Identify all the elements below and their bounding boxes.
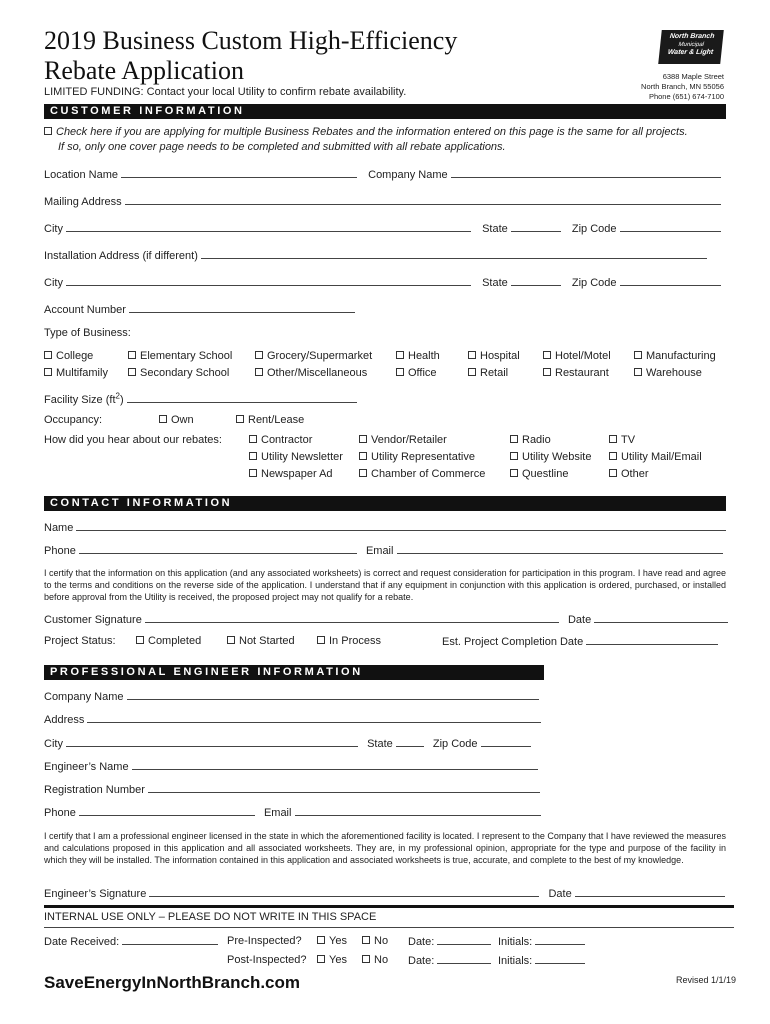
status-in-process[interactable]: [317, 634, 381, 648]
checkbox-icon: [359, 435, 367, 443]
engineer-name-field[interactable]: [132, 759, 538, 770]
status-option-label: Completed: [148, 635, 202, 647]
heard-option-label: Utility Mail/Email: [621, 451, 702, 463]
heard-option-label: Radio: [522, 434, 551, 446]
engineer-company-label: Company Name: [44, 691, 124, 703]
checkbox-icon: [510, 469, 518, 477]
heard-option-label: Newspaper Ad: [261, 468, 333, 480]
checkbox-icon: [468, 368, 476, 376]
heard-option-label: Utility Newsletter: [261, 451, 343, 463]
status-option-label: In Process: [329, 635, 381, 647]
location-name-field[interactable]: [121, 167, 357, 178]
checkbox-icon: [249, 469, 257, 477]
post-initials-field[interactable]: [535, 953, 585, 964]
occupancy-label: Occupancy:: [44, 414, 103, 426]
multiple-rebates-label: Check here if you are applying for multiple Business Rebates and the information entered on this page is the same for all projects.: [56, 126, 688, 138]
business-type-grocery[interactable]: [255, 349, 372, 363]
engineer-zip-field[interactable]: [481, 736, 531, 747]
state-field[interactable]: [511, 221, 561, 232]
business-type-secondary-school[interactable]: [128, 366, 229, 380]
engineer-city-field[interactable]: [66, 736, 358, 747]
business-type-warehouse[interactable]: [634, 366, 702, 380]
business-type-label: Warehouse: [646, 367, 702, 379]
logo-line2: Municipal: [678, 42, 705, 48]
checkbox-icon: [317, 936, 325, 944]
logo-line1: North Branch: [669, 33, 715, 40]
checkbox-icon: [255, 351, 263, 359]
business-type-multifamily[interactable]: [44, 366, 108, 380]
address-street: 6388 Maple Street: [662, 72, 724, 81]
customer-signature-label: Customer Signature: [44, 614, 142, 626]
facility-size-field[interactable]: [127, 392, 357, 403]
engineer-address-field[interactable]: [87, 712, 541, 723]
engineer-section-heading: PROFESSIONAL ENGINEER INFORMATION: [44, 665, 544, 680]
form-title-line1: 2019 Business Custom High-Efficiency: [44, 26, 458, 55]
checkbox-icon: [543, 351, 551, 359]
contact-section-heading: CONTACT INFORMATION: [44, 496, 726, 511]
engineer-zip-label: Zip Code: [432, 738, 478, 750]
pre-inspected-no[interactable]: [362, 934, 388, 948]
checkbox-icon: [543, 368, 551, 376]
contact-name-field[interactable]: [76, 520, 726, 531]
install-city-field[interactable]: [66, 275, 471, 286]
checkbox-icon: [510, 435, 518, 443]
checkbox-icon: [359, 469, 367, 477]
business-type-label: Secondary School: [140, 367, 230, 379]
checkbox-icon: [634, 368, 642, 376]
heard-option-label: TV: [621, 434, 636, 446]
checkbox-icon: [634, 351, 642, 359]
heard-chamber-of-commerce[interactable]: [359, 467, 485, 481]
account-number-field[interactable]: [129, 302, 355, 313]
post-initials-label: Initials:: [498, 955, 533, 967]
checkbox-icon: [44, 368, 52, 376]
facility-size-end: ): [119, 393, 124, 406]
checkbox-icon: [44, 351, 52, 359]
pre-inspected-yes[interactable]: [317, 934, 347, 948]
yes-label: Yes: [329, 935, 347, 947]
heard-newspaper-ad[interactable]: [249, 467, 333, 481]
occupancy-own[interactable]: [159, 413, 194, 427]
engineer-date-field[interactable]: [575, 886, 725, 897]
registration-number-label: Registration Number: [44, 784, 145, 796]
status-completed[interactable]: [136, 634, 201, 648]
checkbox-icon: [510, 452, 518, 460]
heard-utility-website[interactable]: [510, 450, 591, 464]
engineer-company-field[interactable]: [127, 689, 539, 700]
checkbox-icon: [236, 415, 244, 423]
install-state-field[interactable]: [511, 275, 561, 286]
business-type-label: Retail: [480, 367, 509, 379]
heard-contractor[interactable]: [249, 433, 312, 447]
mailing-address-label: Mailing Address: [44, 196, 122, 208]
form-title: [44, 26, 457, 86]
utility-logo: [658, 30, 724, 64]
business-type-label: Hotel/Motel: [555, 350, 611, 362]
facility-size-label: [44, 391, 124, 406]
heard-option-label: Utility Representative: [371, 451, 475, 463]
checkbox-icon: [249, 452, 257, 460]
checkbox-icon: [136, 636, 144, 644]
city-label: City: [44, 223, 63, 235]
registration-number-field[interactable]: [148, 782, 540, 793]
heard-option-label: Other: [621, 468, 649, 480]
contact-email-label: Email: [365, 545, 394, 557]
heard-option-label: Vendor/Retailer: [371, 434, 447, 446]
checkbox-icon: [159, 415, 167, 423]
pre-initials-field[interactable]: [535, 934, 585, 945]
funding-notice: LIMITED FUNDING: Contact your local Utility to confirm rebate availability.: [44, 86, 407, 98]
zip-field[interactable]: [620, 221, 721, 232]
contact-phone-label: Phone: [44, 545, 76, 557]
checkbox-icon: [609, 452, 617, 460]
business-type-label: Grocery/Supermarket: [267, 350, 373, 362]
checkbox-icon: [317, 636, 325, 644]
install-city-label: City: [44, 277, 63, 289]
heard-tv[interactable]: [609, 433, 635, 447]
website-footer: SaveEnergyInNorthBranch.com: [44, 973, 301, 992]
pre-date-field[interactable]: [437, 934, 491, 945]
revised-date: Revised 1/1/19: [675, 975, 736, 985]
business-type-label: Multifamily: [56, 367, 108, 379]
heard-utility-mail-email[interactable]: [609, 450, 702, 464]
installation-address-field[interactable]: [201, 248, 707, 259]
business-type-elementary-school[interactable]: [128, 349, 232, 363]
business-type-label: Restaurant: [555, 367, 609, 379]
heard-option-label: Contractor: [261, 434, 313, 446]
customer-signature-field[interactable]: [145, 612, 559, 623]
checkbox-icon: [128, 351, 136, 359]
company-name-field[interactable]: [451, 167, 721, 178]
customer-certification-text: I certify that the information on this application (and any associated worksheets) is correct and request consideration for participation in this program. I have read and agree to the terms and conditions on the reverse side of the application. I understand that if any equipment in conjunction with this application is ordered, purchased, or installed before approval from the Utility is received, the proposed project may not qualify for a rebate.: [44, 568, 726, 602]
checkbox-icon: [362, 955, 370, 963]
business-type-label: Office: [408, 367, 437, 379]
type-of-business-label: Type of Business:: [44, 327, 131, 339]
heard-utility-representative[interactable]: [359, 450, 475, 464]
heard-utility-newsletter[interactable]: [249, 450, 343, 464]
occupancy-option-label: Rent/Lease: [248, 414, 305, 426]
completion-date-label: Est. Project Completion Date: [442, 636, 584, 648]
multiple-rebates-note: If so, only one cover page needs to be completed and submitted with all rebate applications.: [58, 141, 506, 153]
address-city: North Branch, MN 55056: [641, 82, 724, 91]
status-option-label: Not Started: [239, 635, 295, 647]
business-type-label: Other/Miscellaneous: [267, 367, 368, 379]
engineer-state-label: State: [367, 738, 393, 750]
engineer-email-field[interactable]: [295, 805, 541, 816]
customer-date-label: Date: [567, 614, 592, 626]
location-name-label: Location Name: [44, 169, 118, 181]
no-label: No: [374, 954, 389, 966]
checkbox-icon: [468, 351, 476, 359]
pre-inspected-label: Pre-Inspected?: [227, 935, 302, 947]
business-type-label: Hospital: [480, 350, 520, 362]
business-type-label: Elementary School: [140, 350, 233, 362]
occupancy-option-label: Own: [171, 414, 194, 426]
business-type-college[interactable]: [44, 349, 93, 363]
install-zip-field[interactable]: [620, 275, 721, 286]
checkbox-icon: [362, 936, 370, 944]
engineer-phone-field[interactable]: [79, 805, 255, 816]
checkbox-icon: [396, 351, 404, 359]
internal-underline: [44, 927, 734, 928]
pre-date-label: Date:: [408, 936, 435, 948]
engineer-signature-label: Engineer’s Signature: [44, 888, 147, 900]
contact-email-field[interactable]: [397, 543, 723, 554]
checkbox-icon: [609, 435, 617, 443]
logo-line3: Water & Light: [667, 49, 714, 56]
city-field[interactable]: [66, 221, 471, 232]
engineer-certification-text: I certify that I am a professional engineer licensed in the state in which the aforementioned facility is located. I represent to the Company that I have reviewed the measures and calculations proposed in this application and all associated worksheets. They are, in my professional opinion, appropriate for the type and purpose of the facility in which they will be installed. The information contained in this application and associated worksheets is true, accurate, and complete to the best of my knowledge.: [44, 831, 726, 865]
heard-option-label: Utility Website: [522, 451, 592, 463]
checkbox-icon: [396, 368, 404, 376]
post-date-field[interactable]: [437, 953, 491, 964]
internal-divider: [44, 905, 734, 908]
heard-option-label: Chamber of Commerce: [371, 468, 486, 480]
checkbox-icon: [227, 636, 235, 644]
engineer-address-label: Address: [44, 714, 85, 726]
internal-use-heading: INTERNAL USE ONLY – PLEASE DO NOT WRITE IN THIS SPACE: [44, 911, 377, 923]
business-type-restaurant[interactable]: [543, 366, 609, 380]
business-type-label: Manufacturing: [646, 350, 716, 362]
business-type-hotel[interactable]: [543, 349, 611, 363]
pre-initials-label: Initials:: [498, 936, 533, 948]
date-received-label: Date Received:: [44, 936, 120, 948]
engineer-email-label: Email: [263, 807, 292, 819]
checkbox-icon: [128, 368, 136, 376]
engineer-phone-label: Phone: [44, 807, 76, 819]
checkbox-icon: [359, 452, 367, 460]
post-date-label: Date:: [408, 955, 435, 967]
checkbox-icon: [317, 955, 325, 963]
multiple-rebates-checkbox[interactable]: [44, 127, 52, 135]
post-inspected-yes[interactable]: [317, 953, 347, 967]
installation-address-label: Installation Address (if different): [44, 250, 198, 262]
zip-label: Zip Code: [571, 223, 617, 235]
install-state-label: State: [482, 277, 508, 289]
customer-section-heading: CUSTOMER INFORMATION: [44, 104, 726, 119]
heard-other[interactable]: [609, 467, 649, 481]
project-status-label: Project Status:: [44, 635, 116, 647]
engineer-state-field[interactable]: [396, 736, 424, 747]
account-number-label: Account Number: [44, 304, 126, 316]
business-type-office[interactable]: [396, 366, 437, 380]
checkbox-icon: [249, 435, 257, 443]
no-label: No: [374, 935, 389, 947]
heard-option-label: Questline: [522, 468, 569, 480]
post-inspected-label: Post-Inspected?: [227, 954, 307, 966]
engineer-city-label: City: [44, 738, 63, 750]
business-type-label: Health: [408, 350, 440, 362]
contact-name-label: Name: [44, 522, 74, 534]
occupancy-rent-lease[interactable]: [236, 413, 304, 427]
checkbox-icon: [609, 469, 617, 477]
company-name-label: Company Name: [368, 169, 448, 181]
address-phone: Phone (651) 674-7100: [648, 92, 724, 101]
business-type-other[interactable]: [255, 366, 367, 380]
facility-size-text: Facility Size (ft: [44, 393, 116, 406]
engineer-name-label: Engineer’s Name: [44, 761, 129, 773]
facility-size-sup: 2: [115, 391, 120, 400]
business-type-manufacturing[interactable]: [634, 349, 716, 363]
contact-phone-field[interactable]: [79, 543, 357, 554]
install-zip-label: Zip Code: [571, 277, 617, 289]
engineer-signature-field[interactable]: [149, 886, 539, 897]
business-type-label: College: [56, 350, 94, 362]
utility-address: [641, 72, 724, 102]
state-label: State: [482, 223, 508, 235]
heard-questline[interactable]: [510, 467, 568, 481]
heard-radio[interactable]: [510, 433, 551, 447]
checkbox-icon: [255, 368, 263, 376]
date-received-field[interactable]: [122, 934, 218, 945]
form-title-line2: Rebate Application: [44, 56, 245, 85]
post-inspected-no[interactable]: [362, 953, 388, 967]
heard-label: How did you hear about our rebates:: [44, 434, 222, 446]
status-not-started[interactable]: [227, 634, 295, 648]
yes-label: Yes: [329, 954, 347, 966]
mailing-address-field[interactable]: [125, 194, 721, 205]
business-type-retail[interactable]: [468, 366, 508, 380]
business-type-hospital[interactable]: [468, 349, 520, 363]
business-type-health[interactable]: [396, 349, 440, 363]
customer-date-field[interactable]: [594, 612, 728, 623]
heard-vendor-retailer[interactable]: [359, 433, 447, 447]
completion-date-field[interactable]: [586, 634, 718, 645]
engineer-date-label: Date: [548, 888, 572, 900]
